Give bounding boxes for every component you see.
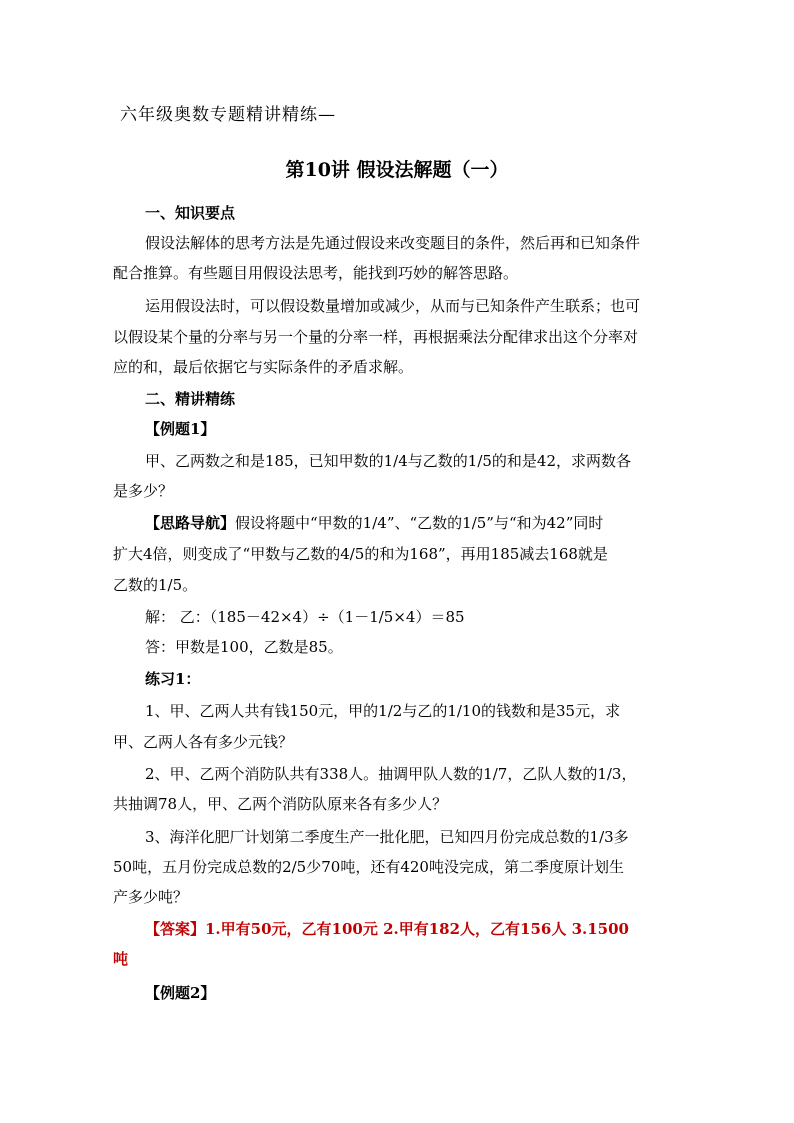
example-1-hint-line-2: 扩大4倍，则变成了“甲数与乙数的4/5的和为168”，再用185减去168就是	[113, 545, 608, 563]
knowledge-paragraph-1-line-1: 假设法解体的思考方法是先通过假设来改变题目的条件，然后再和已知条件	[145, 234, 641, 252]
practice-question-1-line-1: 1、甲、乙两人共有钱150元，甲的1/2与乙的1/10的钱数和是35元，求	[145, 702, 621, 720]
example-1-solution: 解： 乙：（185－42×4）÷（1－1/5×4）＝85	[145, 608, 465, 626]
knowledge-paragraph-2-line-3: 应的和，最后依据它与实际条件的矛盾求解。	[113, 358, 414, 376]
example-1-label: 【例题1】	[145, 420, 216, 438]
practice-question-2-line-1: 2、甲、乙两个消防队共有338人。抽调甲队人数的1/7，乙队人数的1/3，	[145, 765, 637, 783]
practice-question-3-line-3: 产多少吨？	[113, 888, 189, 906]
practice-1-answer-line-1: 【答案】1.甲有50元，乙有100元 2.甲有182人，乙有156人 3.1500	[145, 920, 629, 938]
example-1-hint-line-3: 乙数的1/5。	[113, 576, 198, 594]
practice-1-answer-line-2: 吨	[113, 950, 129, 968]
series-title: 六年级奥数专题精讲精练—	[120, 105, 336, 125]
practice-question-3-line-1: 3、海洋化肥厂计划第二季度生产一批化肥，已知四月份完成总数的1/3多	[145, 828, 629, 846]
example-1-answer: 答：甲数是100，乙数是85。	[145, 638, 343, 656]
practice-question-1-line-2: 甲、乙两人各有多少元钱？	[113, 733, 294, 751]
practice-1-label: 练习1：	[145, 670, 201, 688]
hint-label: 【思路导航】	[145, 514, 236, 532]
lecture-title: 第10讲 假设法解题（一）	[285, 159, 509, 181]
example-1-problem-line-1: 甲、乙两数之和是185，已知甲数的1/4与乙数的1/5的和是42，求两数各	[145, 452, 632, 470]
example-1-problem-line-2: 是多少？	[113, 482, 174, 500]
section-heading-knowledge: 一、知识要点	[145, 204, 236, 222]
example-1-hint-line-1	[145, 514, 603, 532]
section-heading-practice: 二、精讲精练	[145, 390, 236, 408]
example-2-label: 【例题2】	[145, 984, 216, 1002]
knowledge-paragraph-2-line-1: 运用假设法时，可以假设数量增加或减少，从而与已知条件产生联系；也可	[145, 297, 641, 315]
hint-text: 假设将题中“甲数的1/4”、“乙数的1/5”与“和为42”同时	[235, 514, 604, 532]
knowledge-paragraph-1-line-2: 配合推算。有些题目用假设法思考，能找到巧妙的解答思路。	[113, 264, 519, 282]
practice-question-3-line-2: 50吨，五月份完成总数的2/5少70吨，还有420吨没完成，第二季度原计划生	[113, 858, 624, 876]
practice-question-2-line-2: 共抽调78人，甲、乙两个消防队原来各有多少人？	[113, 795, 448, 813]
knowledge-paragraph-2-line-2: 以假设某个量的分率与另一个量的分率一样，再根据乘法分配律求出这个分率对	[113, 328, 639, 346]
